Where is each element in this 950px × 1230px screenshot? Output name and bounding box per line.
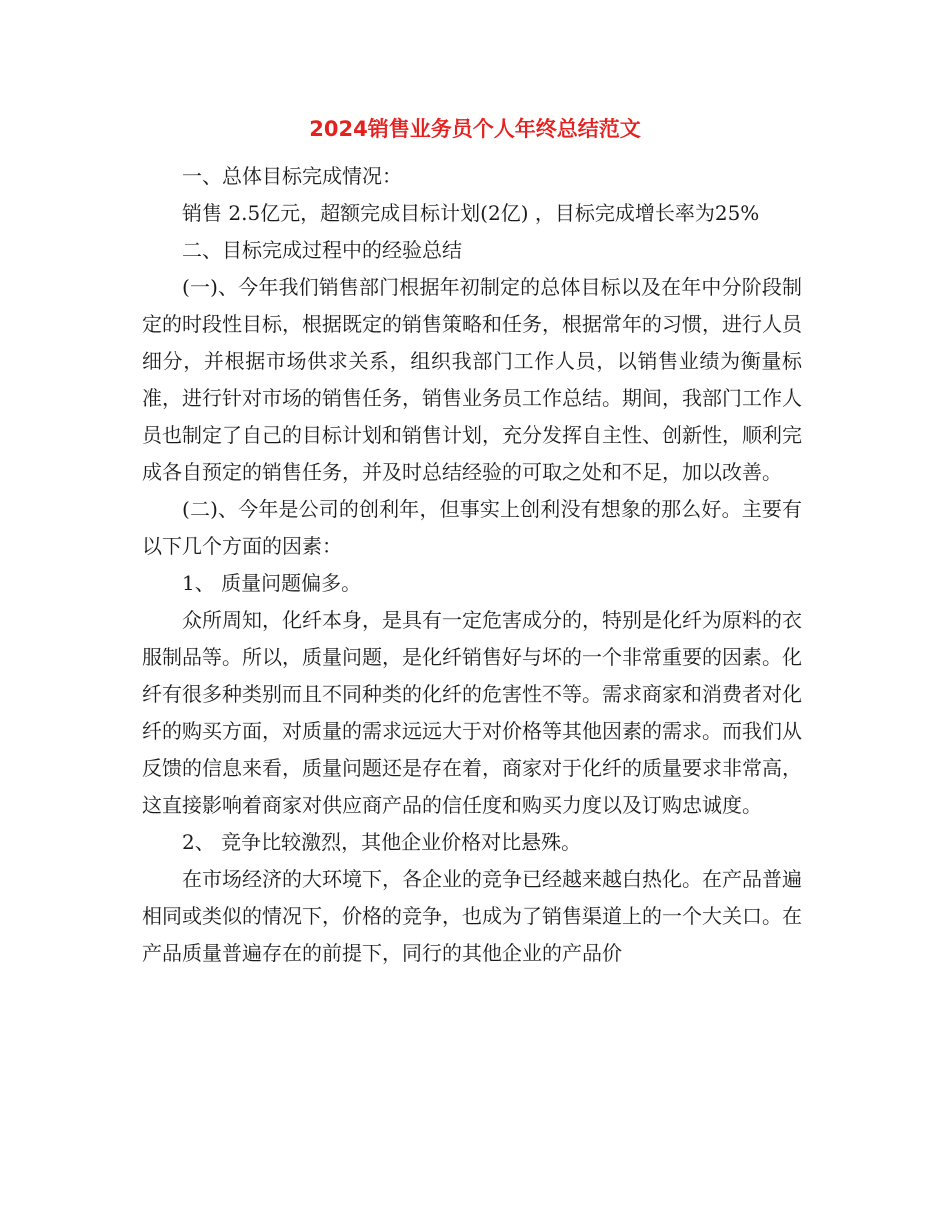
document-title: 2024销售业务员个人年终总结范文: [309, 117, 641, 141]
document-body: [142, 158, 802, 972]
list-item-heading: 1、 质量问题偏多。: [182, 571, 362, 595]
body-paragraph: 在市场经济的大环境下，各企业的竞争已经越来越白热化。在产品普遍相同或类似的情况下，价格的竞争，也成为了销售渠道上的一个大关口。在产品质量普遍存在的前提下，同行的其他企业的产品价: [142, 867, 802, 965]
body-paragraph: 销售 2.5亿元，超额完成目标计划(2亿) ，目标完成增长率为25%: [182, 201, 760, 225]
list-item-heading: 2、 竞争比较激烈，其他企业价格对比悬殊。: [182, 830, 582, 854]
body-paragraph: 众所周知，化纤本身，是具有一定危害成分的，特别是化纤为原料的衣服制品等。所以，质量问题，是化纤销售好与坏的一个非常重要的因素。化纤有很多种类别而且不同种类的化纤的危害性不等。需求商家和消费者对化纤的购买方面，对质量的需求远远大于对价格等其他因素的需求。而我们从反馈的信息来看，质量问题还是存在着，商家对于化纤的质量要求非常高，这直接影响着商家对供应商产品的信任度和购买力度以及订购忠诚度。: [142, 608, 802, 817]
section-heading-2: 二、目标完成过程中的经验总结: [182, 238, 462, 262]
body-paragraph: (二)、今年是公司的创利年，但事实上创利没有想象的那么好。主要有以下几个方面的因素：: [142, 497, 802, 558]
section-heading-1: 一、总体目标完成情况：: [182, 164, 402, 188]
body-paragraph: (一)、今年我们销售部门根据年初制定的总体目标以及在年中分阶段制定的时段性目标，根据既定的销售策略和任务，根据常年的习惯，进行人员细分，并根据市场供求关系，组织我部门工作人员，以销售业绩为衡量标准，进行针对市场的销售任务，销售业务员工作总结。期间，我部门工作人员也制定了自己的目标计划和销售计划，充分发挥自主性、创新性，顺利完成各自预定的销售任务，并及时总结经验的可取之处和不足，加以改善。: [142, 275, 802, 484]
